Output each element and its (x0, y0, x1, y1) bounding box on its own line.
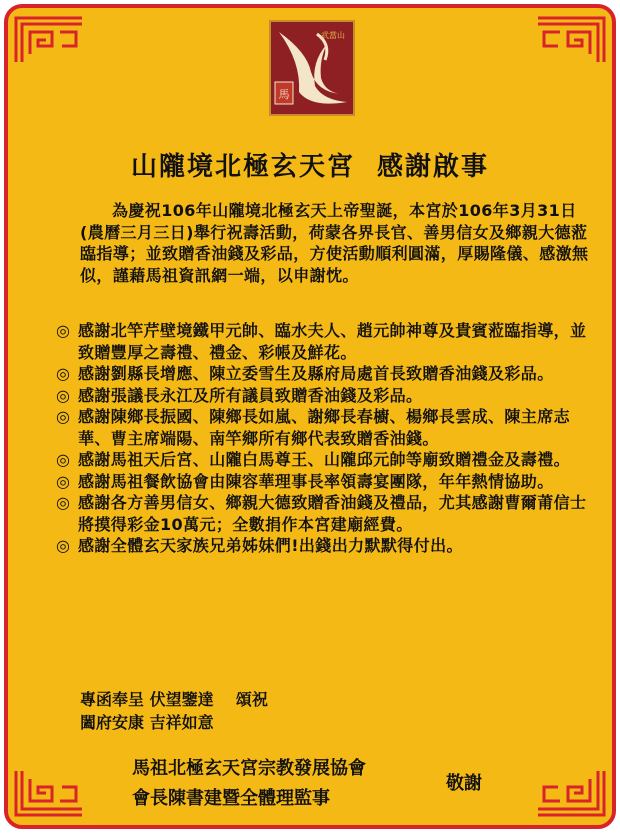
svg-text:馬: 馬 (278, 88, 290, 101)
corner-ornament-bottom-right (532, 767, 608, 823)
thanks-text: 感謝張議長永江及所有議員致贈香油錢及彩品。 (78, 385, 423, 405)
list-item (56, 471, 596, 493)
closing-line: 闔府安康 吉祥如意 (80, 713, 214, 732)
bullet-mark: ◎ (56, 385, 71, 405)
list-item (56, 492, 596, 535)
thanks-text: 感謝陳鄉長振國、陳鄉長如嵐、謝鄉長春櫥、楊鄉長雲成、陳主席志華、曹主席端陽、南竿鄉所有鄉代表致贈香油錢。 (78, 407, 571, 448)
list-item (56, 363, 596, 385)
corner-ornament-top-right (532, 10, 608, 66)
bullet-mark: ◎ (56, 471, 71, 491)
signature-block (132, 754, 366, 814)
thanks-text: 感謝全體玄天家族兄弟姊妹們!出錢出力默默得付出。 (78, 536, 463, 555)
corner-ornament-top-left (12, 10, 88, 66)
list-item (56, 535, 596, 557)
list-item (56, 320, 596, 363)
organization-name: 馬祖北極玄天宮宗教發展協會 (132, 758, 366, 779)
list-item (56, 449, 596, 471)
thanks-text: 感謝各方善男信女、鄉親大德致贈香油錢及禮品，尤其感謝曹爾莆信士將摸得彩金10萬元；全數捐作本宮建廟經費。 (78, 493, 587, 534)
bullet-mark: ◎ (56, 364, 71, 383)
list-item (56, 385, 596, 407)
bullet-mark: ◎ (56, 407, 71, 426)
thanks-text: 感謝北竿芹壁境鐵甲元帥、臨水夫人、趙元帥神尊及貴賓蒞臨指導，並致贈豐厚之壽禮、禮金、彩帳及鮮花。 (78, 321, 587, 362)
bullet-mark: ◎ (56, 321, 71, 340)
closing-line: 專函奉呈 伏望鑒達 頌祝 (80, 690, 268, 709)
bullet-mark: ◎ (56, 493, 71, 512)
thanks-text: 感謝馬祖天后宮、山隴白馬尊王、山隴邱元帥等廟致贈禮金及壽禮。 (78, 450, 571, 469)
bullet-mark: ◎ (56, 450, 71, 469)
intro-paragraph: 為慶祝106年山隴境北極玄天上帝聖誕，本宮於106年3月31日(農曆三月三日)舉行祝壽活動，荷蒙各界長官、善男信女及鄉親大德蒞臨指導；並致贈香油錢及彩品，方使活動順利圓滿，厚賜隆儀、感激無似，謹藉馬祖資訊網一端，以申謝忱。 (80, 201, 589, 285)
thanks-list (56, 320, 596, 557)
svg-text:武當山: 武當山 (321, 31, 345, 40)
thanks-text: 感謝劉縣長增應、陳立委雪生及縣府局處首長致贈香油錢及彩品。 (78, 364, 554, 383)
temple-logo (269, 20, 355, 116)
corner-ornament-bottom-left (12, 767, 88, 823)
signatories: 會長陳書建暨全體理監事 (132, 788, 330, 809)
list-item (56, 406, 596, 449)
respect-word: 敬謝 (446, 773, 482, 794)
bullet-mark: ◎ (56, 536, 71, 555)
page-title: 山隴境北極玄天宮 感謝啟事 (130, 152, 490, 182)
closing-blessing (80, 688, 268, 734)
thanks-text: 感謝馬祖餐飲協會由陳容華理事長率領壽宴團隊，年年熱情協助。 (78, 471, 554, 491)
